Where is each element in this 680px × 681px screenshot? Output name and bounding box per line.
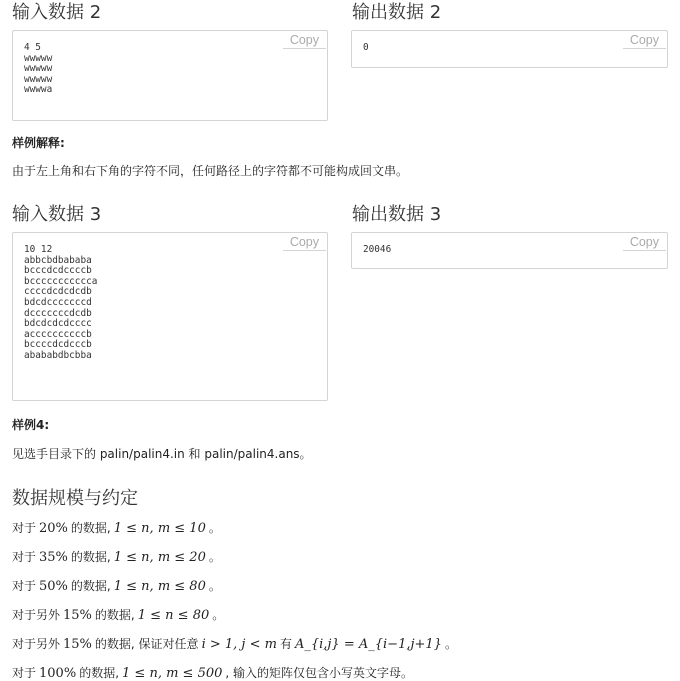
explain-2-text: 由于左上角和右下角的字符不同，任何路径上的字符都不可能构成回文串。 xyxy=(12,164,409,178)
rule-6-prefix: 对于 xyxy=(12,666,37,680)
rule-5-mid: 的数据, 保证对任意 xyxy=(94,637,199,651)
rule-2-prefix: 对于 xyxy=(12,550,37,564)
rule-4 xyxy=(12,606,224,623)
rule-4-percent: 15% xyxy=(63,608,92,623)
rule-3-mid: 的数据, xyxy=(70,579,111,593)
explain-2-title: 样例解释: xyxy=(12,136,65,150)
rule-5-percent: 15% xyxy=(63,637,92,652)
output-3-content: 20046 xyxy=(363,244,392,255)
input-2-content: 4 5 wwwww wwwww wwwww wwwwa xyxy=(24,42,53,96)
rule-3-formula: 1 ≤ n, m ≤ 80 xyxy=(113,579,206,594)
copy-input-2-button[interactable]: Copy xyxy=(283,32,326,49)
rule-4-suffix: 。 xyxy=(212,608,225,622)
constraints-title: 数据规模与约定 xyxy=(12,488,138,509)
rule-2-percent: 35% xyxy=(39,550,68,565)
output-2-title: 输出数据 2 xyxy=(352,2,442,23)
rule-1-formula: 1 ≤ n, m ≤ 10 xyxy=(113,521,206,536)
rule-3-suffix: 。 xyxy=(208,579,221,593)
rule-1 xyxy=(12,519,221,536)
rule-3-percent: 50% xyxy=(39,579,68,594)
rule-1-mid: 的数据, xyxy=(70,521,111,535)
rule-5-mid2: 有 xyxy=(279,637,292,651)
rule-6-percent: 100% xyxy=(39,666,77,681)
copy-output-2-button[interactable]: Copy xyxy=(623,32,666,49)
rule-5-prefix: 对于另外 xyxy=(12,637,61,651)
rule-1-prefix: 对于 xyxy=(12,521,37,535)
copy-input-3-button[interactable]: Copy xyxy=(283,234,326,251)
rule-3-prefix: 对于 xyxy=(12,579,37,593)
input-2-title: 输入数据 2 xyxy=(12,2,102,23)
rule-2-formula: 1 ≤ n, m ≤ 20 xyxy=(113,550,206,565)
rule-5-formula2: A_{i,j} = A_{i−1,j+1} xyxy=(294,637,442,652)
rule-6-suffix: , 输入的矩阵仅包含小写英文字母。 xyxy=(225,666,414,680)
rule-1-percent: 20% xyxy=(39,521,68,536)
rule-3 xyxy=(12,577,221,594)
rule-5 xyxy=(12,635,457,652)
copy-output-3-button[interactable]: Copy xyxy=(623,234,666,251)
rule-4-formula: 1 ≤ n ≤ 80 xyxy=(137,608,210,623)
rule-2 xyxy=(12,548,221,565)
sample-4-text: 见选手目录下的 palin/palin4.in 和 palin/palin4.ans。 xyxy=(12,447,312,461)
rule-2-suffix: 。 xyxy=(208,550,221,564)
rule-5-formula: i > 1, j < m xyxy=(201,637,277,652)
sample-4-title: 样例4: xyxy=(12,418,50,432)
input-3-box xyxy=(12,232,328,401)
rule-1-suffix: 。 xyxy=(208,521,221,535)
rule-6-formula: 1 ≤ n, m ≤ 500 xyxy=(122,666,223,681)
rule-4-mid: 的数据, xyxy=(94,608,135,622)
input-2-box xyxy=(12,30,328,121)
rule-6-mid: 的数据, xyxy=(79,666,120,680)
output-3-title: 输出数据 3 xyxy=(352,204,442,225)
output-2-content: 0 xyxy=(363,42,369,53)
rule-6 xyxy=(12,664,413,681)
output-2-box xyxy=(351,30,668,68)
output-3-box xyxy=(351,232,668,269)
input-3-content: 10 12 abbcbdbababa bcccdcdccccb bccccccccccca ccccdcdcdcdb bdcdcccccccd dcccccccdcdb bdcdcdcdcccc accccccccccb bccccdcdcccb abababdbcbba xyxy=(24,244,98,361)
input-3-title: 输入数据 3 xyxy=(12,204,102,225)
rule-2-mid: 的数据, xyxy=(70,550,111,564)
rule-4-prefix: 对于另外 xyxy=(12,608,61,622)
rule-5-suffix: 。 xyxy=(444,637,457,651)
